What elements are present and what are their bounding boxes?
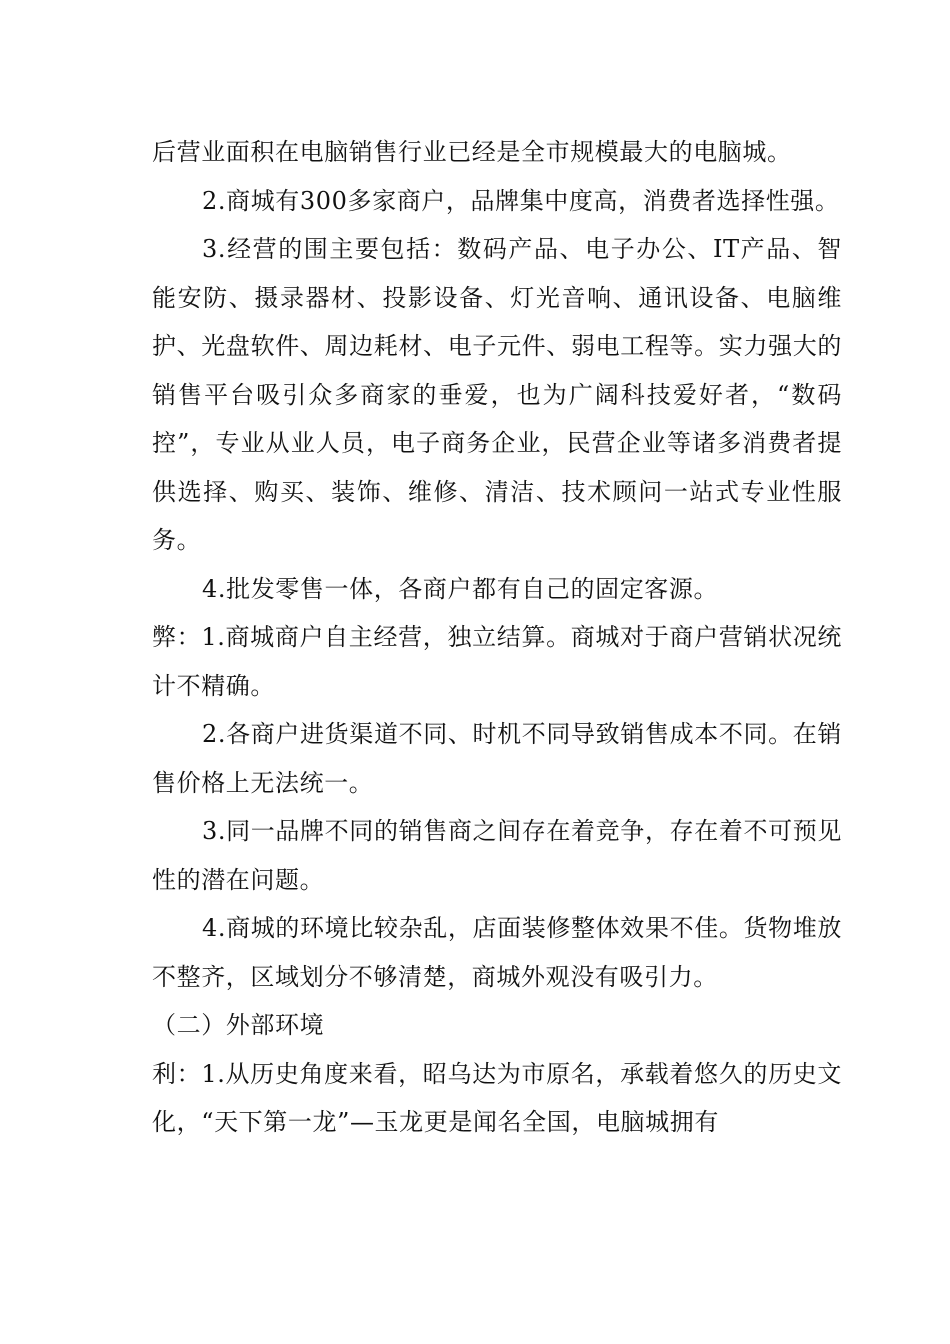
- paragraph-2: 2.商城有300多家商户，品牌集中度高，消费者选择性强。: [202, 186, 840, 215]
- section-heading: （二）外部环境: [152, 1011, 325, 1039]
- paragraph-6: 2.各商户进货渠道不同、时机不同导致销售成本不同。在销售价格上无法统一。: [152, 720, 842, 797]
- paragraph-3: 3.经营的围主要包括：数码产品、电子办公、IT产品、智能安防、摄录器材、投影设备、灯光音响、通讯设备、电脑维护、光盘软件、周边耗材、电子元件、弱电工程等。实力强大的销售平台吸引众多商家的垂爱，也为广阔科技爱好者，“数码控”，专业从业人员，电子商务企业，民营企业等诸多消费者提供选择、购买、装饰、维修、清洁、技术顾问一站式专业性服务。: [152, 235, 842, 554]
- paragraph-4: 4.批发零售一体，各商户都有自己的固定客源。: [202, 574, 719, 603]
- paragraph-7: 3.同一品牌不同的销售商之间存在着竞争，存在着不可预见性的潜在问题。: [152, 817, 842, 894]
- paragraph-1: 后营业面积在电脑销售行业已经是全市规模最大的电脑城。: [152, 138, 792, 166]
- document-body: [152, 128, 842, 1147]
- paragraph-9: 利：1.从历史角度来看，昭乌达为市原名，承载着悠久的历史文化，“天下第一龙”—玉龙更是闻名全国，电脑城拥有: [152, 1059, 842, 1136]
- paragraph-8: 4.商城的环境比较杂乱，店面装修整体效果不佳。货物堆放不整齐，区域划分不够清楚，商城外观没有吸引力。: [152, 914, 842, 991]
- paragraph-5: 弊：1.商城商户自主经营，独立结算。商城对于商户营销状况统计不精确。: [152, 623, 842, 700]
